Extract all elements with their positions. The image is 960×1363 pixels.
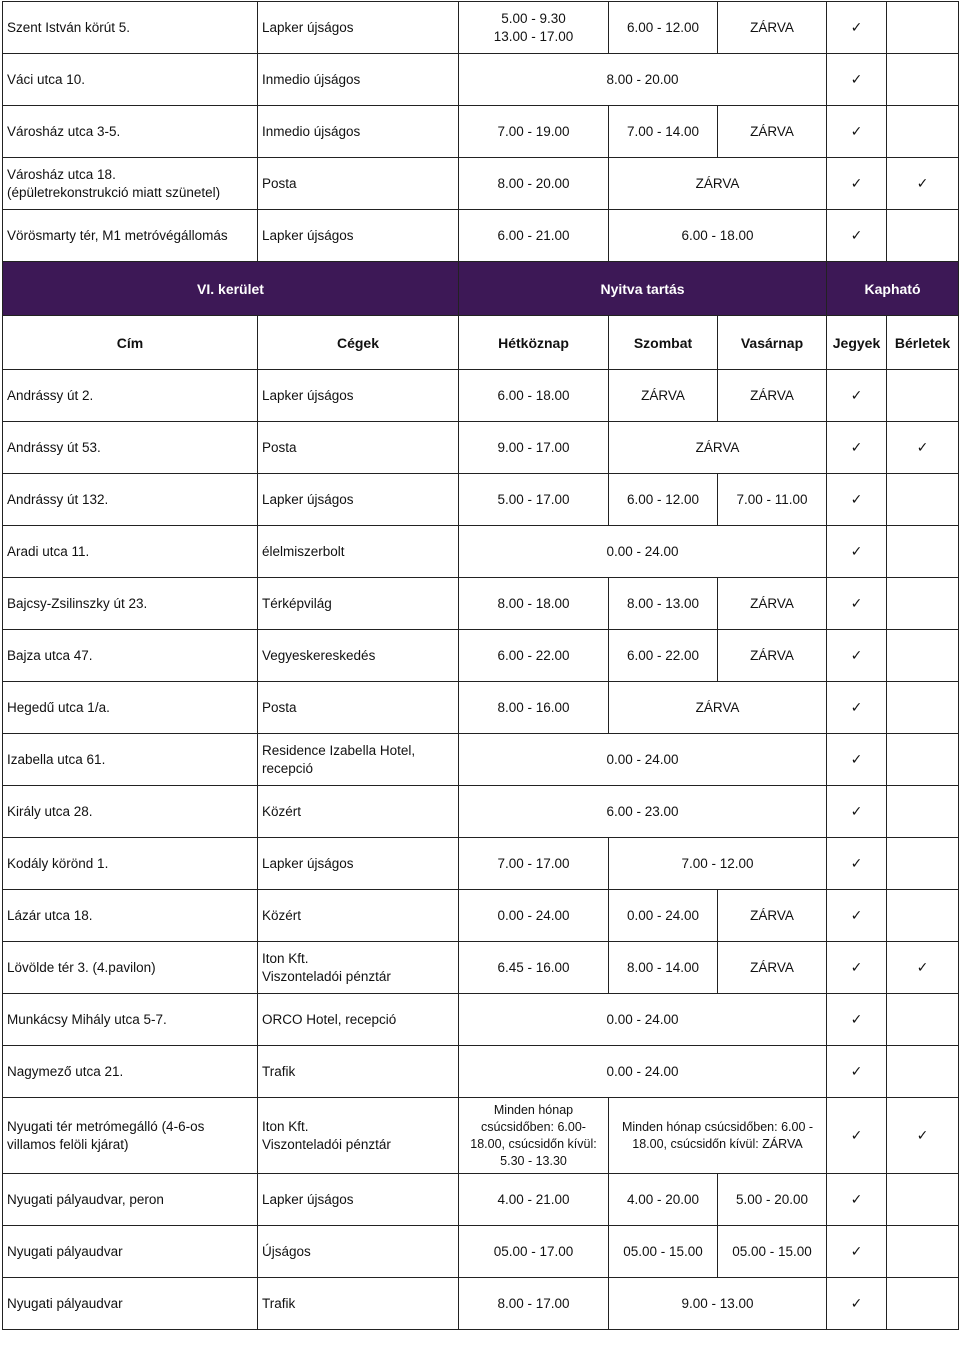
company-cell: Posta <box>258 422 459 474</box>
saturday-hours-cell: ZÁRVA <box>609 370 718 422</box>
pass-check-icon <box>887 210 959 262</box>
saturday-hours-cell: 05.00 - 15.00 <box>609 1226 718 1278</box>
ticket-check-icon: ✓ <box>827 106 887 158</box>
weekday-hours-cell: 05.00 - 17.00 <box>459 1226 609 1278</box>
weekend-hours-cell: 9.00 - 13.00 <box>609 1278 827 1330</box>
company-cell: Újságos <box>258 1226 459 1278</box>
ticket-check-icon: ✓ <box>827 1046 887 1098</box>
company-cell: Posta <box>258 682 459 734</box>
pass-check-icon <box>887 890 959 942</box>
company-cell: Inmedio újságos <box>258 106 459 158</box>
pass-check-icon <box>887 54 959 106</box>
pass-check-icon <box>887 734 959 786</box>
company-cell: Vegyeskereskedés <box>258 630 459 682</box>
table-row <box>3 630 959 682</box>
weekday-hours-cell: 9.00 - 17.00 <box>459 422 609 474</box>
pass-check-icon <box>887 1278 959 1330</box>
address-cell: Munkácsy Mihály utca 5-7. <box>3 994 258 1046</box>
pass-check-icon <box>887 838 959 890</box>
address-cell: Váci utca 10. <box>3 54 258 106</box>
company-cell: Iton Kft. Viszonteladói pénztár <box>258 942 459 994</box>
company-cell: Lapker újságos <box>258 210 459 262</box>
address-cell: Vörösmarty tér, M1 metróvégállomás <box>3 210 258 262</box>
sunday-hours-cell: ZÁRVA <box>718 630 827 682</box>
table-row <box>3 682 959 734</box>
column-header-company: Cégek <box>258 316 459 370</box>
ticket-check-icon: ✓ <box>827 838 887 890</box>
column-header-tickets: Jegyek <box>827 316 887 370</box>
address-cell: Városház utca 3-5. <box>3 106 258 158</box>
weekend-hours-cell: ZÁRVA <box>609 158 827 210</box>
company-cell: Lapker újságos <box>258 2 459 54</box>
address-cell: Andrássy út 2. <box>3 370 258 422</box>
top-rows <box>3 2 959 262</box>
table-row <box>3 1098 959 1174</box>
address-cell: Lázár utca 18. <box>3 890 258 942</box>
pass-check-icon <box>887 578 959 630</box>
company-cell: Trafik <box>258 1278 459 1330</box>
hours-cell: 0.00 - 24.00 <box>459 526 827 578</box>
saturday-hours-cell: 7.00 - 14.00 <box>609 106 718 158</box>
pass-check-icon: ✓ <box>887 1098 959 1174</box>
ticket-check-icon: ✓ <box>827 786 887 838</box>
address-cell: Városház utca 18. (épületrekonstrukció miatt szünetel) <box>3 158 258 210</box>
column-header-address: Cím <box>3 316 258 370</box>
weekend-hours-cell: Minden hónap csúcsidőben: 6.00 - 18.00, csúcsidőn kívül: ZÁRVA <box>609 1098 827 1174</box>
table-row <box>3 1046 959 1098</box>
pass-check-icon <box>887 1174 959 1226</box>
weekday-hours-cell: Minden hónap csúcsidőben: 6.00- 18.00, csúcsidőn kívül: 5.30 - 13.30 <box>459 1098 609 1174</box>
weekday-hours-cell: 6.00 - 22.00 <box>459 630 609 682</box>
company-cell: Lapker újságos <box>258 1174 459 1226</box>
weekday-hours-cell: 7.00 - 17.00 <box>459 838 609 890</box>
weekday-hours-cell: 8.00 - 16.00 <box>459 682 609 734</box>
ticket-check-icon: ✓ <box>827 422 887 474</box>
company-cell: Lapker újságos <box>258 370 459 422</box>
hours-cell: 8.00 - 20.00 <box>459 54 827 106</box>
saturday-hours-cell: 4.00 - 20.00 <box>609 1174 718 1226</box>
sunday-hours-cell: ZÁRVA <box>718 890 827 942</box>
address-cell: Nyugati tér metrómegálló (4-6-os villamos felöli kjárat) <box>3 1098 258 1174</box>
saturday-hours-cell: 8.00 - 14.00 <box>609 942 718 994</box>
weekend-hours-cell: ZÁRVA <box>609 422 827 474</box>
ticket-check-icon: ✓ <box>827 994 887 1046</box>
pass-check-icon: ✓ <box>887 158 959 210</box>
ticket-check-icon: ✓ <box>827 578 887 630</box>
saturday-hours-cell: 6.00 - 12.00 <box>609 2 718 54</box>
table-row <box>3 158 959 210</box>
hours-cell: 6.00 - 23.00 <box>459 786 827 838</box>
weekday-hours-cell: 8.00 - 17.00 <box>459 1278 609 1330</box>
column-header-saturday: Szombat <box>609 316 718 370</box>
table-row <box>3 578 959 630</box>
sunday-hours-cell: ZÁRVA <box>718 106 827 158</box>
column-header-sunday: Vasárnap <box>718 316 827 370</box>
ticket-check-icon: ✓ <box>827 1174 887 1226</box>
weekend-hours-cell: 6.00 - 18.00 <box>609 210 827 262</box>
pass-check-icon <box>887 1226 959 1278</box>
saturday-hours-cell: 0.00 - 24.00 <box>609 890 718 942</box>
address-cell: Andrássy út 53. <box>3 422 258 474</box>
ticket-check-icon: ✓ <box>827 890 887 942</box>
address-cell: Andrássy út 132. <box>3 474 258 526</box>
table-row <box>3 54 959 106</box>
address-cell: Nyugati pályaudvar <box>3 1278 258 1330</box>
table-row <box>3 474 959 526</box>
column-header-passes: Bérletek <box>887 316 959 370</box>
pass-check-icon <box>887 526 959 578</box>
address-cell: Nyugati pályaudvar, peron <box>3 1174 258 1226</box>
address-cell: Izabella utca 61. <box>3 734 258 786</box>
pass-check-icon: ✓ <box>887 942 959 994</box>
company-cell: Lapker újságos <box>258 474 459 526</box>
pass-check-icon <box>887 474 959 526</box>
table-row <box>3 1278 959 1330</box>
column-header-row <box>3 316 959 370</box>
table-row <box>3 370 959 422</box>
pass-check-icon <box>887 994 959 1046</box>
company-cell: Residence Izabella Hotel, recepció <box>258 734 459 786</box>
saturday-hours-cell: 6.00 - 22.00 <box>609 630 718 682</box>
table-row <box>3 1226 959 1278</box>
weekend-hours-cell: ZÁRVA <box>609 682 827 734</box>
sunday-hours-cell: ZÁRVA <box>718 370 827 422</box>
weekday-hours-cell: 6.45 - 16.00 <box>459 942 609 994</box>
hours-cell: 0.00 - 24.00 <box>459 734 827 786</box>
weekday-hours-cell: 6.00 - 21.00 <box>459 210 609 262</box>
ticket-check-icon: ✓ <box>827 1278 887 1330</box>
weekday-hours-cell: 7.00 - 19.00 <box>459 106 609 158</box>
address-cell: Nyugati pályaudvar <box>3 1226 258 1278</box>
table-row <box>3 890 959 942</box>
company-cell: Lapker újságos <box>258 838 459 890</box>
ticket-check-icon: ✓ <box>827 1098 887 1174</box>
address-cell: Király utca 28. <box>3 786 258 838</box>
pass-check-icon <box>887 630 959 682</box>
saturday-hours-cell: 8.00 - 13.00 <box>609 578 718 630</box>
table-row <box>3 1174 959 1226</box>
address-cell: Bajcsy-Zsilinszky út 23. <box>3 578 258 630</box>
hours-cell: 0.00 - 24.00 <box>459 1046 827 1098</box>
table-row <box>3 422 959 474</box>
weekday-hours-cell: 5.00 - 17.00 <box>459 474 609 526</box>
sunday-hours-cell: ZÁRVA <box>718 2 827 54</box>
address-cell: Hegedű utca 1/a. <box>3 682 258 734</box>
pass-check-icon <box>887 682 959 734</box>
pass-check-icon: ✓ <box>887 422 959 474</box>
sunday-hours-cell: 5.00 - 20.00 <box>718 1174 827 1226</box>
section-header-row <box>3 262 959 316</box>
weekday-hours-cell: 6.00 - 18.00 <box>459 370 609 422</box>
table-row <box>3 994 959 1046</box>
pass-check-icon <box>887 1046 959 1098</box>
available-label: Kapható <box>827 262 959 316</box>
company-cell: Iton Kft. Viszonteladói pénztár <box>258 1098 459 1174</box>
company-cell: Közért <box>258 890 459 942</box>
weekend-hours-cell: 7.00 - 12.00 <box>609 838 827 890</box>
company-cell: Közért <box>258 786 459 838</box>
weekday-hours-cell: 0.00 - 24.00 <box>459 890 609 942</box>
ticket-check-icon: ✓ <box>827 942 887 994</box>
saturday-hours-cell: 6.00 - 12.00 <box>609 474 718 526</box>
sunday-hours-cell: ZÁRVA <box>718 942 827 994</box>
pass-check-icon <box>887 786 959 838</box>
ticket-check-icon: ✓ <box>827 682 887 734</box>
weekday-hours-cell: 8.00 - 18.00 <box>459 578 609 630</box>
sunday-hours-cell: 7.00 - 11.00 <box>718 474 827 526</box>
table-row <box>3 786 959 838</box>
company-cell: Inmedio újságos <box>258 54 459 106</box>
weekday-hours-cell: 4.00 - 21.00 <box>459 1174 609 1226</box>
table-row <box>3 942 959 994</box>
table-row <box>3 106 959 158</box>
address-cell: Szent István körút 5. <box>3 2 258 54</box>
ticket-check-icon: ✓ <box>827 474 887 526</box>
ticket-check-icon: ✓ <box>827 54 887 106</box>
weekday-hours-cell: 5.00 - 9.30 13.00 - 17.00 <box>459 2 609 54</box>
pass-check-icon <box>887 106 959 158</box>
ticket-check-icon: ✓ <box>827 370 887 422</box>
address-cell: Nagymező utca 21. <box>3 1046 258 1098</box>
hours-cell: 0.00 - 24.00 <box>459 994 827 1046</box>
company-cell: ORCO Hotel, recepció <box>258 994 459 1046</box>
company-cell: Térképvilág <box>258 578 459 630</box>
section-header <box>3 262 959 370</box>
opening-hours-label: Nyitva tartás <box>459 262 827 316</box>
ticket-check-icon: ✓ <box>827 734 887 786</box>
outlet-table <box>2 1 959 1330</box>
ticket-check-icon: ✓ <box>827 2 887 54</box>
district-rows <box>3 370 959 1330</box>
address-cell: Bajza utca 47. <box>3 630 258 682</box>
sunday-hours-cell: 05.00 - 15.00 <box>718 1226 827 1278</box>
address-cell: Lövölde tér 3. (4.pavilon) <box>3 942 258 994</box>
ticket-check-icon: ✓ <box>827 630 887 682</box>
sunday-hours-cell: ZÁRVA <box>718 578 827 630</box>
ticket-check-icon: ✓ <box>827 158 887 210</box>
table-row <box>3 2 959 54</box>
company-cell: Posta <box>258 158 459 210</box>
ticket-check-icon: ✓ <box>827 526 887 578</box>
table-row <box>3 526 959 578</box>
ticket-check-icon: ✓ <box>827 1226 887 1278</box>
district-label: VI. kerület <box>3 262 459 316</box>
address-cell: Aradi utca 11. <box>3 526 258 578</box>
ticket-check-icon: ✓ <box>827 210 887 262</box>
weekday-hours-cell: 8.00 - 20.00 <box>459 158 609 210</box>
company-cell: Trafik <box>258 1046 459 1098</box>
table-row <box>3 734 959 786</box>
address-cell: Kodály körönd 1. <box>3 838 258 890</box>
table-row <box>3 210 959 262</box>
column-header-weekday: Hétköznap <box>459 316 609 370</box>
table-row <box>3 838 959 890</box>
company-cell: élelmiszerbolt <box>258 526 459 578</box>
pass-check-icon <box>887 2 959 54</box>
pass-check-icon <box>887 370 959 422</box>
